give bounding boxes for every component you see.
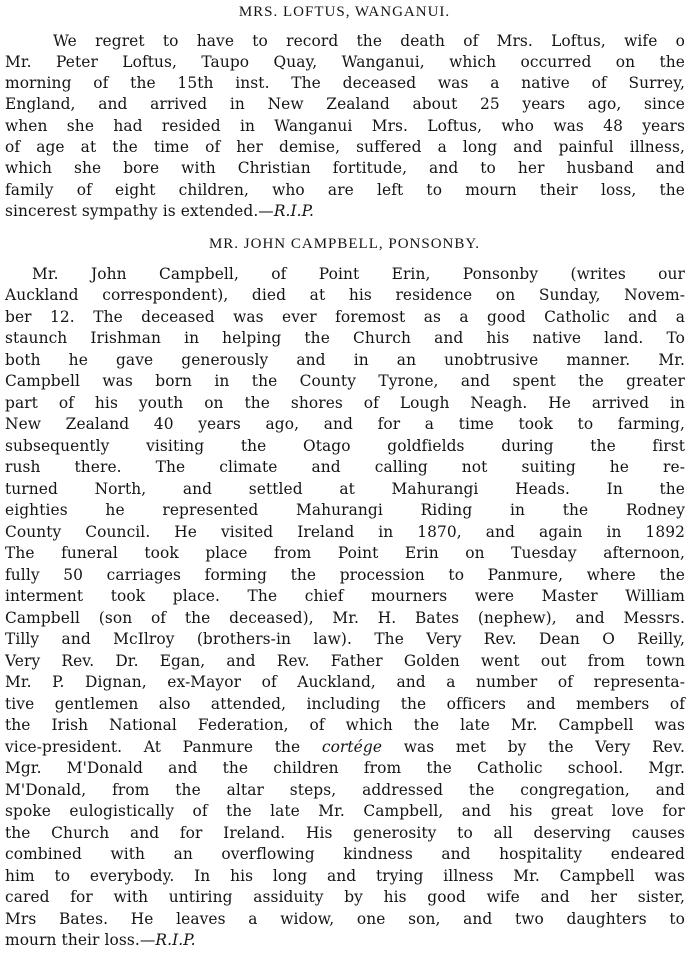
text-line: of age at the time of her demise, suffered a long and painful illness, bbox=[5, 138, 685, 156]
text-line: The funeral took place from Point Erin on Tuesday afternoon, bbox=[5, 544, 685, 562]
text-line: the Church and for Ireland. His generosity to all deserving causes bbox=[5, 824, 685, 842]
text-fragment: mourn their loss.— bbox=[5, 931, 156, 949]
rip-signoff: R.I.P. bbox=[273, 202, 314, 220]
text-line: subsequently visiting the Otago goldfields during the first bbox=[5, 437, 685, 455]
text-line: County Council. He visited Ireland in 1870, and again in 1892 bbox=[5, 523, 685, 541]
text-line: Campbell (son of the deceased), Mr. H. Bates (nephew), and Messrs. bbox=[5, 609, 685, 627]
text-line: cared for with untiring assiduity by his good wife and her sister, bbox=[5, 888, 685, 906]
text-line: ber 12. The deceased was ever foremost as a good Catholic and a bbox=[5, 308, 685, 326]
text-line: staunch Irishman in helping the Church and his native land. To bbox=[5, 329, 685, 347]
text-line: Auckland correspondent), died at his residence on Sunday, Novem- bbox=[5, 286, 685, 304]
text-fragment: vice-president. At Panmure the bbox=[5, 738, 301, 756]
text-line: morning of the 15th inst. The deceased was a native of Surrey, bbox=[5, 74, 685, 92]
text-line: spoke eulogistically of the late Mr. Campbell, and his great love for bbox=[5, 802, 685, 820]
text-fragment: was met by the Very Rev. bbox=[403, 738, 685, 756]
text-line: Mr. P. Dignan, ex-Mayor of Auckland, and a number of representa- bbox=[5, 673, 685, 691]
text-line-cortege bbox=[5, 736, 685, 758]
rip-signoff: R.I.P. bbox=[155, 931, 196, 949]
text-line: when she had resided in Wanganui Mrs. Loftus, who was 48 years bbox=[5, 117, 685, 135]
text-fragment: sincerest sympathy is extended.— bbox=[5, 202, 274, 220]
text-line: Campbell was born in the County Tyrone, and spent the greater bbox=[5, 372, 685, 390]
text-line: We regret to have to record the death of Mrs. Loftus, wife o bbox=[53, 32, 685, 50]
text-line: which she bore with Christian fortitude, and to her husband and bbox=[5, 159, 685, 177]
text-line-closing bbox=[5, 200, 685, 222]
text-line: fully 50 carriages forming the procession to Panmure, where the bbox=[5, 566, 685, 584]
text-line: Mrs Bates. He leaves a widow, one son, and two daughters to bbox=[5, 910, 685, 928]
text-line: family of eight children, who are left to mourn their loss, the bbox=[5, 181, 685, 199]
text-line-closing bbox=[5, 929, 685, 951]
text-line: Mgr. M'Donald and the children from the Catholic school. Mgr. bbox=[5, 759, 685, 777]
text-line: M'Donald, from the altar steps, addressed the congregation, and bbox=[5, 781, 685, 799]
text-line: England, and arrived in New Zealand about 25 years ago, since bbox=[5, 95, 685, 113]
text-line: rush there. The climate and calling not suiting he re- bbox=[5, 458, 685, 476]
text-line: combined with an overflowing kindness and hospitality endeared bbox=[5, 845, 685, 863]
text-line: Mr. Peter Loftus, Taupo Quay, Wanganui, which occurred on the bbox=[5, 53, 685, 71]
article-heading-loftus: MRS. LOFTUS, WANGANUI. bbox=[238, 4, 451, 20]
text-line: Mr. John Campbell, of Point Erin, Ponsonby (writes our bbox=[32, 265, 685, 283]
cortege-word: cortége bbox=[321, 738, 383, 756]
text-line: interment took place. The chief mourners were Master William bbox=[5, 587, 685, 605]
text-line: eighties he represented Mahurangi Riding in the Rodney bbox=[5, 501, 685, 519]
text-line: turned North, and settled at Mahurangi Heads. In the bbox=[5, 480, 685, 498]
text-line: Tilly and McIlroy (brothers-in law). The Very Rev. Dean O Reilly, bbox=[5, 630, 685, 648]
text-line: Very Rev. Dr. Egan, and Rev. Father Golden went out from town bbox=[5, 652, 685, 670]
text-line: New Zealand 40 years ago, and for a time took to farming, bbox=[5, 415, 685, 433]
text-line: the Irish National Federation, of which the late Mr. Campbell was bbox=[5, 716, 685, 734]
text-line: him to everybody. In his long and trying illness Mr. Campbell was bbox=[5, 867, 685, 885]
text-line: tive gentlemen also attended, including the officers and members of bbox=[5, 695, 685, 713]
text-line: part of his youth on the shores of Lough Neagh. He arrived in bbox=[5, 394, 685, 412]
article-heading-campbell: MR. JOHN CAMPBELL, PONSONBY. bbox=[208, 236, 481, 252]
text-line: both he gave generously and in an unobtrusive manner. Mr. bbox=[5, 351, 685, 369]
